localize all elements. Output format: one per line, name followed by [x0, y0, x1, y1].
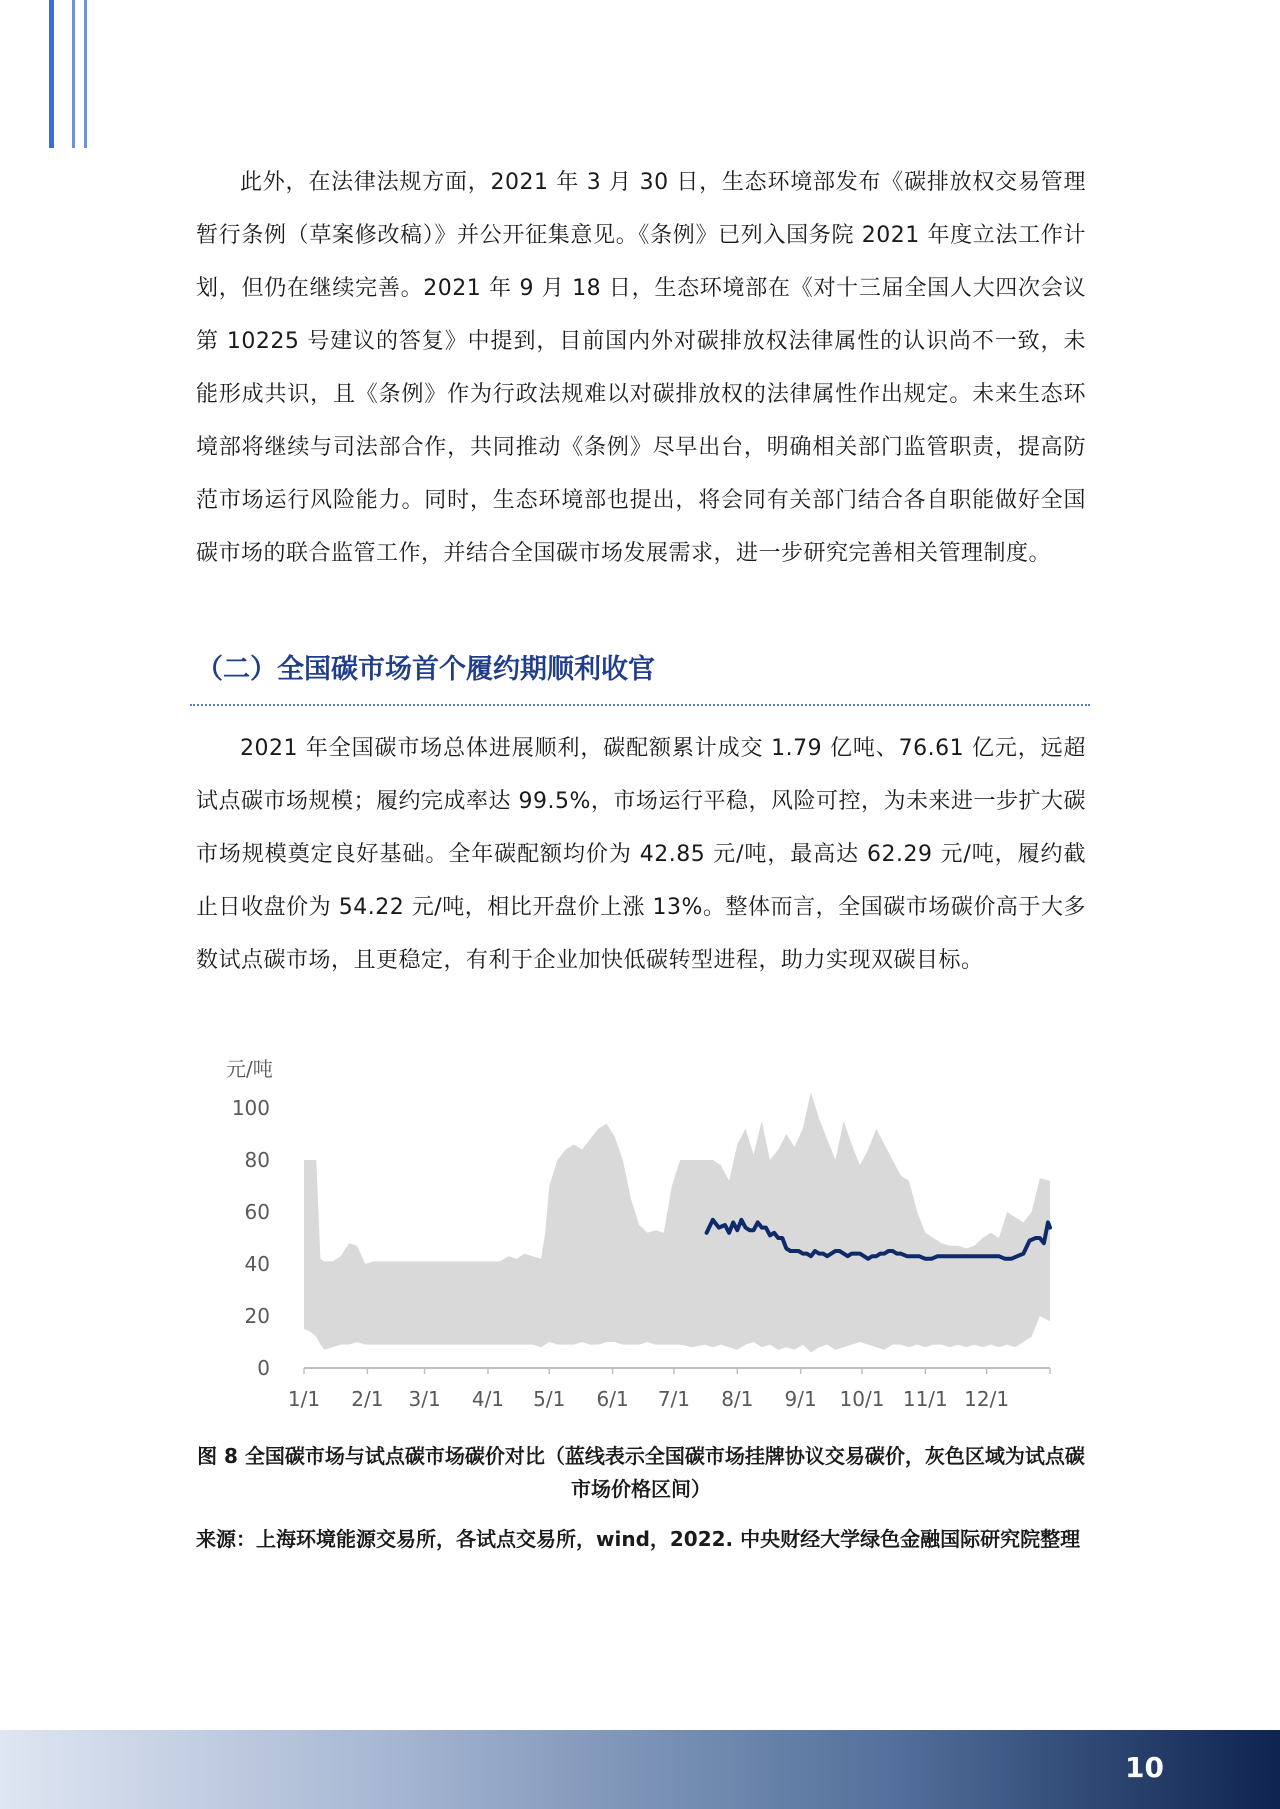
section-heading: （二）全国碳市场首个履约期顺利收官: [196, 654, 655, 685]
x-tick-label: 4/1: [471, 1387, 505, 1411]
x-tick-label: 9/1: [784, 1387, 817, 1411]
x-tick-label: 3/1: [408, 1387, 441, 1411]
x-tick-label: 7/1: [657, 1387, 691, 1411]
x-tick-label: 2/1: [351, 1387, 384, 1411]
figure-source: 来源：上海环境能源交易所，各试点交易所，wind，2022. 中央财经大学绿色金融国际研究院整理: [196, 1527, 1081, 1551]
decorative-bar: [72, 0, 75, 148]
page-number: 10: [1125, 1751, 1164, 1784]
y-axis-unit-label: 元/吨: [226, 1057, 273, 1081]
body-paragraph-legal: 此外，在法律法规方面，2021 年 3 月 30 日，生态环境部发布《碳排放权交易管理暂行条例（草案修改稿）》并公开征集意见。《条例》已列入国务院 2021 年度立法工作计划，但仍在继续完善。2021 年 9 月 18 日，生态环境部在《对十三届全国人大四次会议第 10225 号建议的答复》中提到，目前国内外对碳排放权法律属性的认识尚不一致，未能形成共识，且《条例》作为行政法规难以对碳排放权的法律属性作出规定。未来生态环境部将继续与司法部合作，共同推动《条例》尽早出台，明确相关部门监管职责，提高防范市场运行风险能力。同时，生态环境部也提出，将会同有关部门结合各自职能做好全国碳市场的联合监管工作，并结合全国碳市场发展需求，进一步研究完善相关管理制度。: [196, 170, 1086, 566]
pilot-price-band: [304, 1092, 1050, 1352]
x-tick-label: 5/1: [533, 1387, 566, 1411]
y-tick-label: 0: [257, 1356, 270, 1380]
section-divider: [190, 704, 1090, 706]
decorative-bar: [49, 0, 54, 148]
x-tick-label: 8/1: [721, 1387, 754, 1411]
decorative-bar: [84, 0, 87, 148]
y-tick-label: 40: [244, 1252, 270, 1276]
y-tick-label: 20: [244, 1304, 270, 1328]
body-paragraph-market: 2021 年全国碳市场总体进展顺利，碳配额累计成交 1.79 亿吨、76.61 亿元，远超试点碳市场规模；履约完成率达 99.5%，市场运行平稳，风险可控，为未来进一步扩大碳市场规模奠定良好基础。全年碳配额均价为 42.85 元/吨，最高达 62.29 元/吨，履约截止日收盘价为 54.22 元/吨，相比开盘价上涨 13%。整体而言，全国碳市场碳价高于大多数试点碳市场，且更稳定，有利于企业加快低碳转型进程，助力实现双碳目标。: [196, 736, 1086, 973]
y-tick-label: 100: [231, 1096, 270, 1120]
carbon-price-chart: [196, 1050, 1086, 1420]
x-tick-label: 6/1: [596, 1387, 629, 1411]
y-tick-label: 60: [244, 1200, 270, 1224]
x-tick-label: 11/1: [902, 1387, 948, 1411]
x-tick-label: 10/1: [839, 1387, 885, 1411]
x-tick-label: 12/1: [964, 1387, 1010, 1411]
figure-caption: 图 8 全国碳市场与试点碳市场碳价对比（蓝线表示全国碳市场挂牌协议交易碳价，灰色区域为试点碳市场价格区间）: [197, 1444, 1085, 1501]
x-tick-label: 1/1: [287, 1387, 321, 1411]
y-tick-label: 80: [244, 1148, 270, 1172]
footer-band: [0, 1730, 1280, 1809]
